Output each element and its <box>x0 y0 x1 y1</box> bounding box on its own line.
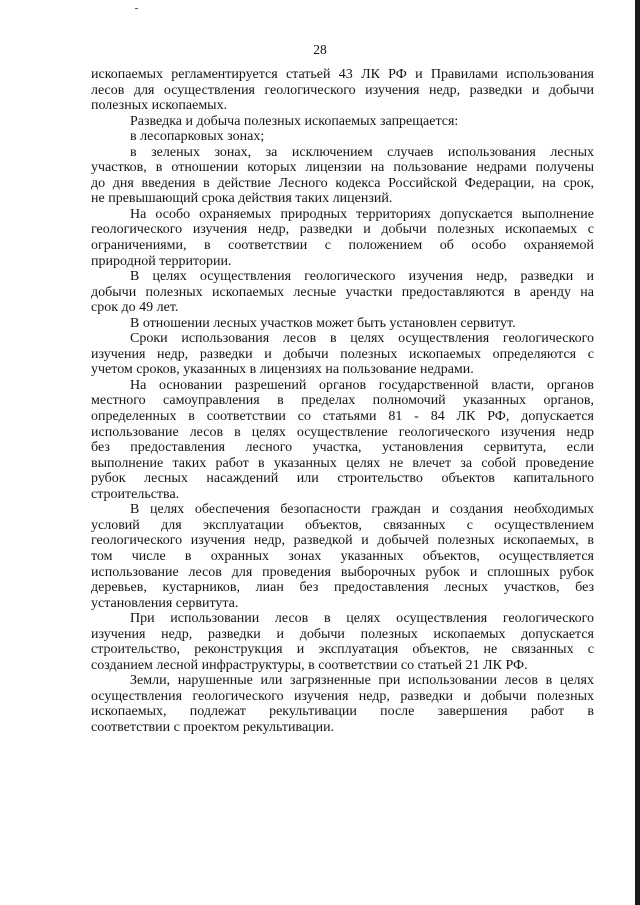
paragraph <box>91 502 594 611</box>
text-line: участков, в отношении которых лицензии на пользование недрами получены <box>91 160 594 176</box>
text-line: строительства. <box>91 486 180 502</box>
text-line: На особо охраняемых природных территориях допускается выполнение <box>130 206 594 222</box>
scan-speck <box>135 8 138 9</box>
text-line: условий для эксплуатации объектов, связанных с осуществлением <box>91 517 594 533</box>
text-line: В целях осуществления геологического изучения недр, разведки и <box>130 269 594 285</box>
text-line: том числе в охранных зонах указанных объектов, осуществляется <box>91 548 594 564</box>
text-line: местного самоуправления в пределах полномочий указанных органов, <box>91 393 594 409</box>
paragraph <box>91 129 594 145</box>
text-line: использование лесов для проведения выборочных рубок и сплошных рубок <box>91 564 594 580</box>
text-line: до дня введения в действие Лесного кодекса Российской Федерации, на срок, <box>91 175 594 191</box>
text-line: строительство, реконструкция и эксплуатация объектов, не связанных с <box>91 642 594 658</box>
text-line: установления сервитута. <box>91 595 239 611</box>
text-line: изучения недр, разведки и добычи полезных ископаемых допускается <box>91 626 594 642</box>
paragraph <box>91 378 594 502</box>
paragraph <box>91 673 594 735</box>
text-line: в лесопарковых зонах; <box>130 129 265 145</box>
text-line: полезных ископаемых. <box>91 98 228 114</box>
text-line: природной территории. <box>91 253 232 269</box>
text-line: лесов для осуществления геологического изучения недр, разведки и добычи <box>91 82 594 98</box>
text-line: добычи полезных ископаемых лесные участки предоставляются в аренду на <box>91 284 594 300</box>
text-line: созданием лесной инфраструктуры, в соответствии со статьей 21 ЛК РФ. <box>91 657 528 673</box>
text-line: ограничениями, в соответствии с положением об особо охраняемой <box>91 238 594 254</box>
paragraph <box>91 269 594 316</box>
text-line: ископаемых, подлежат рекультивации после завершения работ в <box>91 704 594 720</box>
text-line: геологического изучения недр, разведкой и добычей полезных ископаемых, в <box>91 533 594 549</box>
text-line: Сроки использования лесов в целях осуществления геологического <box>130 331 594 347</box>
text-line: в зеленых зонах, за исключением случаев использования лесных <box>130 144 594 160</box>
paragraph <box>91 67 594 114</box>
text-line: изучения недр, разведки и добычи полезных ископаемых определяются с <box>91 346 594 362</box>
scan-edge-shadow <box>635 0 640 905</box>
text-line: учетом сроков, указанных в лицензиях на пользование недрами. <box>91 362 474 378</box>
paragraph <box>91 316 594 332</box>
paragraph <box>91 114 594 130</box>
text-line: ископаемых регламентируется статьей 43 ЛК РФ и Правилами использования <box>91 67 594 82</box>
text-line: деревьев, кустарников, лиан без предоставления лесных участков, без <box>91 580 594 596</box>
text-line: На основании разрешений органов государственной власти, органов <box>130 377 594 393</box>
text-line: Разведка и добыча полезных ископаемых запрещается: <box>130 113 459 129</box>
paragraph <box>91 207 594 269</box>
text-line: При использовании лесов в целях осуществления геологического <box>130 611 594 627</box>
paragraph <box>91 145 594 207</box>
text-line: срок до 49 лет. <box>91 300 179 316</box>
text-line: не превышающий срока действия таких лицензий. <box>91 191 393 207</box>
text-line: соответствии с проектом рекультивации. <box>91 719 335 735</box>
text-line: выполнение таких работ в указанных целях не влечет за собой проведение <box>91 455 594 471</box>
text-line: использование лесов в целях осуществление геологического изучения недр <box>91 424 594 440</box>
paragraph <box>91 611 594 673</box>
text-line: осуществления геологического изучения недр, разведки и добычи полезных <box>91 688 594 704</box>
text-line: определенных в соответствии со статьями 81 - 84 ЛК РФ, допускается <box>91 409 594 425</box>
page-number: 28 <box>313 42 327 57</box>
document-body <box>91 67 594 736</box>
text-line: Земли, нарушенные или загрязненные при использовании лесов в целях <box>130 673 594 689</box>
paragraph <box>91 331 594 378</box>
text-line: без предоставления лесного участка, установления сервитута, если <box>91 440 594 456</box>
text-line: геологического изучения недр, разведки и добычи полезных ископаемых с <box>91 222 594 238</box>
text-line: В отношении лесных участков может быть установлен сервитут. <box>130 315 516 331</box>
text-line: рубок лесных насаждений или строительство объектов капитального <box>91 471 594 487</box>
text-line: В целях обеспечения безопасности граждан и создания необходимых <box>130 502 594 518</box>
